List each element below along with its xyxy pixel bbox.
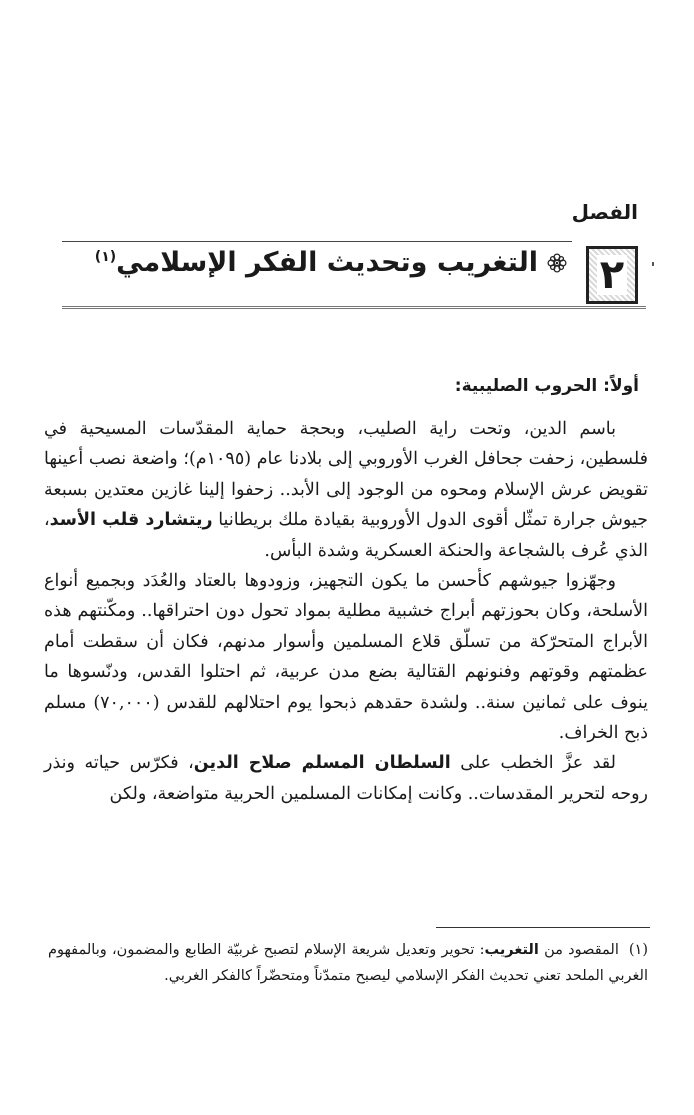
chapter-footnote-ref: (١): [94, 249, 117, 265]
name-richard: ريتشارد قلب الأسد: [49, 510, 213, 531]
name-saladin: السلطان المسلم صلاح الدين: [193, 753, 451, 774]
footnote-intro: المقصود من: [544, 942, 619, 958]
footnote-number: (١): [628, 942, 649, 958]
paragraph-3-end: ، فكرّس حياته ونذر روحه لتحرير المقدسات.. وكانت إمكانات المسلمين الحربية متواضعة، ولكن: [44, 753, 648, 804]
footnote-rule: [436, 927, 650, 928]
flower-ornament-icon: [546, 252, 568, 274]
paragraph-1-end: ، الذي عُرف بالشجاعة والحنكة العسكرية وشدة البأس.: [44, 510, 648, 561]
footnote-text: : تحوير وتعديل شريعة الإسلام لتصبح غربيّة الطابع والمضمون، وبالمفهوم الغربي الملحد تعني تحديث الفكر الإسلامي ليصبح متمدّناً ومتحضّراً كالفكر الغربي.: [48, 942, 648, 984]
chapter-title-line: [95, 247, 568, 278]
chapter-label: الفصل: [571, 200, 638, 224]
paragraph-1-text: باسم الدين، وتحت راية الصليب، وبحجة حماية المقدّسات المسيحية في فلسطين، زحفت جحافل الغرب الأوروبي إلى بلادنا عام (١٠٩٥م)؛ واضعة نصب أعينها تقويض عرش الإسلام ومحوه من الوجود إلى الأبد.. زحفوا إلينا غازين معتدين بسبعة جيوش جرارة تمثّل أقوى الدول الأوروبية بقيادة ملك بريطانيا: [44, 419, 648, 531]
section-heading: أولاً: الحروب الصليبية:: [454, 376, 639, 396]
paragraph-3: [44, 748, 648, 809]
header-rule-top: [62, 241, 572, 242]
chapter-number-box: [586, 246, 638, 304]
footnote-term: التغريب: [484, 942, 539, 958]
paragraph-3-start: لقد عزَّ الخطب على: [460, 753, 616, 774]
header-rule-bottom: [62, 306, 646, 309]
body-text: [44, 414, 648, 809]
margin-mark: [652, 262, 654, 266]
chapter-title-text: التغريب وتحديث الفكر الإسلامي: [116, 247, 538, 278]
chapter-title: [95, 247, 538, 278]
footnote: [48, 937, 648, 989]
paragraph-1: [44, 414, 648, 566]
paragraph-2: وجهّزوا جيوشهم كأحسن ما يكون التجهيز، وزودوها بالعتاد والعُدَد وبجميع أنواع الأسلحة، وكان بحوزتهم أبراج خشبية مطلية بمواد تحول دون احتراقها.. ومكّنتهم هذه الأبراج المتحرّكة من تسلّق قلاع المسلمين وأسوار مدنهم، فكان أن سقطت أمام عظمتهم وقوتهم وفنونهم القتالية بضع مدن عربية، ثم احتلوا القدس، ودنّسوها ما ينوف على ثمانين سنة.. ولشدة حقدهم ذبحوا يوم احتلالهم للقدس (٧٠,٠٠٠) مسلم ذبح الخراف.: [44, 571, 648, 744]
chapter-number: ٢: [597, 255, 627, 295]
